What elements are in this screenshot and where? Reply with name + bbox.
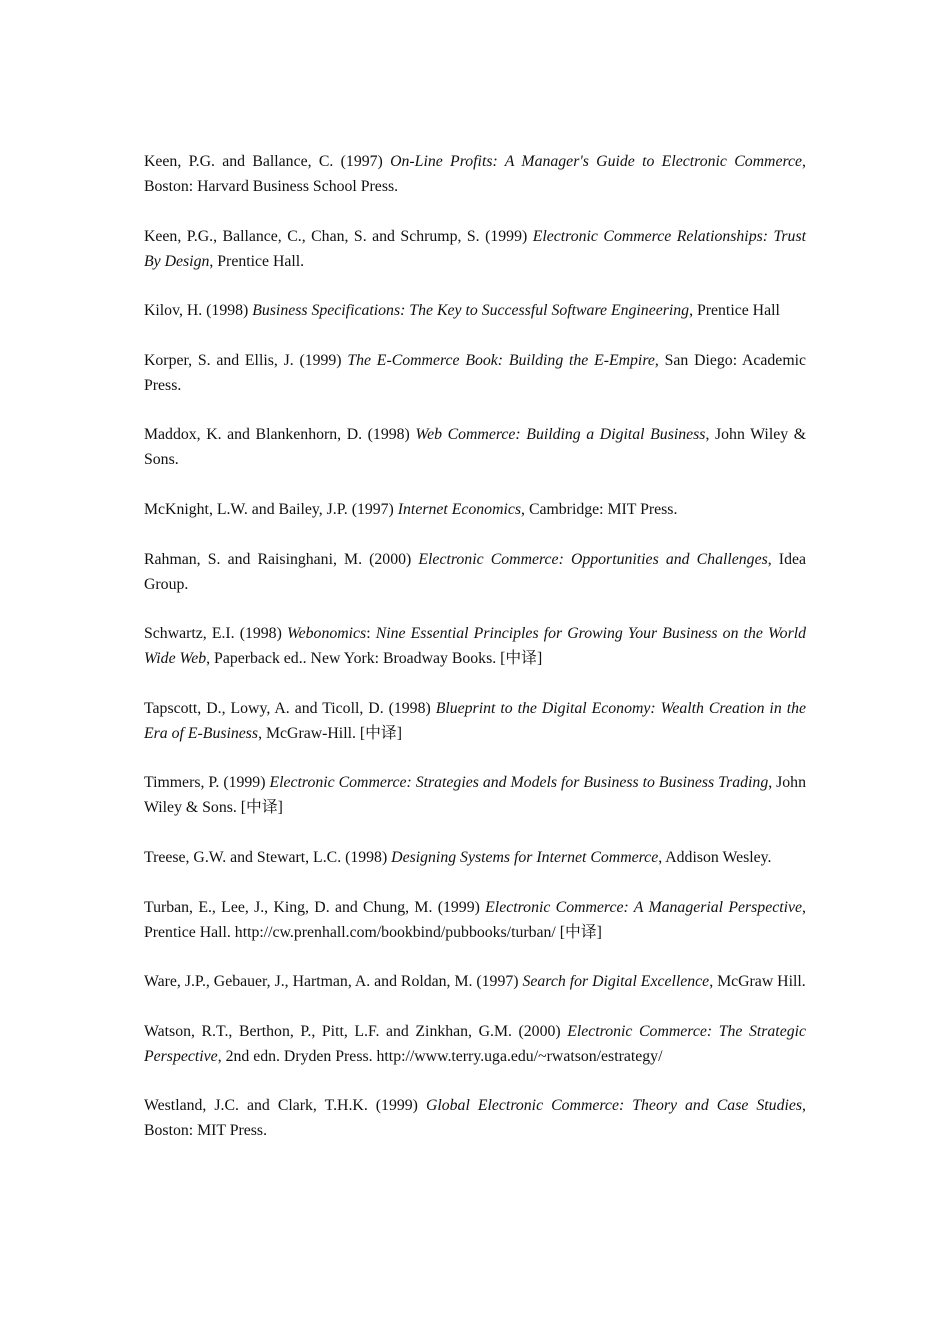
- reference-title: Web Commerce: Building a Digital Business: [415, 426, 706, 444]
- reference-entry: [144, 621, 806, 671]
- reference-publisher: , 2nd edn. Dryden Press. http://www.terry.uga.edu/~rwatson/estrategy/: [217, 1047, 663, 1065]
- reference-entry: [144, 497, 806, 522]
- reference-entry: [144, 422, 806, 472]
- reference-authors: Turban, E., Lee, J., King, D. and Chung, M. (1999): [144, 898, 486, 916]
- reference-authors: Korper, S. and Ellis, J. (1999): [144, 351, 348, 369]
- reference-authors: Westland, J.C. and Clark, T.H.K. (1999): [144, 1097, 426, 1115]
- reference-publisher: , Addison Wesley.: [658, 848, 772, 866]
- reference-entry: [144, 1093, 806, 1143]
- reference-title: Global Electronic Commerce: Theory and Case Studies: [425, 1097, 803, 1115]
- reference-title: Electronic Commerce: The Strategic Perspective: [144, 1022, 807, 1065]
- reference-title: Electronic Commerce Relationships: Trust By Design: [144, 227, 806, 270]
- reference-entry: [144, 969, 806, 994]
- reference-title: Designing Systems for Internet Commerce: [391, 848, 659, 866]
- reference-publisher: , John Wiley & Sons. [中译]: [144, 774, 806, 817]
- reference-authors: Schwartz, E.I. (1998): [144, 625, 287, 643]
- reference-publisher: , Cambridge: MIT Press.: [521, 500, 678, 518]
- reference-entry: [144, 770, 806, 820]
- reference-publisher: , Paperback ed.. New York: Broadway Books. [中译]: [206, 650, 543, 668]
- reference-authors: Maddox, K. and Blankenhorn, D. (1998): [144, 426, 416, 444]
- reference-authors: Rahman, S. and Raisinghani, M. (2000): [144, 550, 419, 568]
- reference-authors: Tapscott, D., Lowy, A. and Ticoll, D. (1998): [144, 699, 436, 717]
- reference-list: [144, 149, 806, 1168]
- reference-title-separator: :: [366, 625, 376, 643]
- reference-publisher: , McGraw-Hill. [中译]: [258, 724, 402, 742]
- reference-title: Electronic Commerce: A Managerial Perspective: [485, 898, 803, 916]
- reference-title: On-Line Profits: A Manager's Guide to Electronic Commerce: [390, 153, 803, 170]
- reference-publisher: , Idea Group.: [144, 550, 806, 593]
- reference-authors: Timmers, P. (1999): [144, 774, 270, 792]
- reference-entry: [144, 547, 806, 597]
- reference-entry: [144, 149, 806, 199]
- reference-title: Search for Digital Excellence: [522, 973, 710, 991]
- reference-entry: [144, 845, 806, 870]
- reference-entry: [144, 298, 806, 323]
- reference-title: The E-Commerce Book: Building the E-Empire: [347, 351, 655, 369]
- reference-publisher: , Boston: Harvard Business School Press.: [144, 153, 806, 195]
- reference-title: Webonomics: [286, 625, 367, 643]
- reference-publisher: , John Wiley & Sons.: [144, 426, 807, 469]
- reference-publisher: , Boston: MIT Press.: [144, 1097, 806, 1140]
- reference-authors: Ware, J.P., Gebauer, J., Hartman, A. and Roldan, M. (1997): [144, 973, 523, 991]
- reference-authors: Kilov, H. (1998): [144, 302, 253, 320]
- reference-title: Electronic Commerce: Opportunities and Challenges: [418, 550, 768, 568]
- reference-publisher: , Prentice Hall: [689, 302, 780, 320]
- reference-entry: [144, 1019, 806, 1069]
- reference-entry: [144, 348, 806, 398]
- reference-authors: McKnight, L.W. and Bailey, J.P. (1997): [144, 500, 398, 518]
- reference-title: Internet Economics: [397, 500, 522, 518]
- reference-publisher: , Prentice Hall.: [209, 252, 305, 270]
- reference-publisher: , San Diego: Academic Press.: [144, 351, 807, 394]
- reference-title: Blueprint to the Digital Economy: Wealth Creation in the Era of E-Business: [144, 699, 806, 742]
- reference-authors: Keen, P.G., Ballance, C., Chan, S. and Schrump, S. (1999): [144, 227, 533, 245]
- reference-publisher: , Prentice Hall. http://cw.prenhall.com/bookbind/pubbooks/turban/ [中译]: [144, 898, 806, 941]
- reference-entry: [144, 696, 806, 746]
- reference-entry: [144, 895, 806, 945]
- reference-authors: Watson, R.T., Berthon, P., Pitt, L.F. and Zinkhan, G.M. (2000): [144, 1022, 568, 1040]
- reference-title: Electronic Commerce: Strategies and Models for Business to Business Trading: [269, 774, 769, 792]
- reference-publisher: , McGraw Hill.: [709, 973, 806, 991]
- reference-subtitle: Nine Essential Principles for Growing Your Business on the World Wide Web: [144, 625, 806, 668]
- reference-title: Business Specifications: The Key to Successful Software Engineering: [252, 302, 690, 320]
- reference-authors: Treese, G.W. and Stewart, L.C. (1998): [144, 848, 392, 866]
- reference-authors: Keen, P.G. and Ballance, C. (1997): [144, 153, 391, 170]
- reference-entry: [144, 224, 806, 274]
